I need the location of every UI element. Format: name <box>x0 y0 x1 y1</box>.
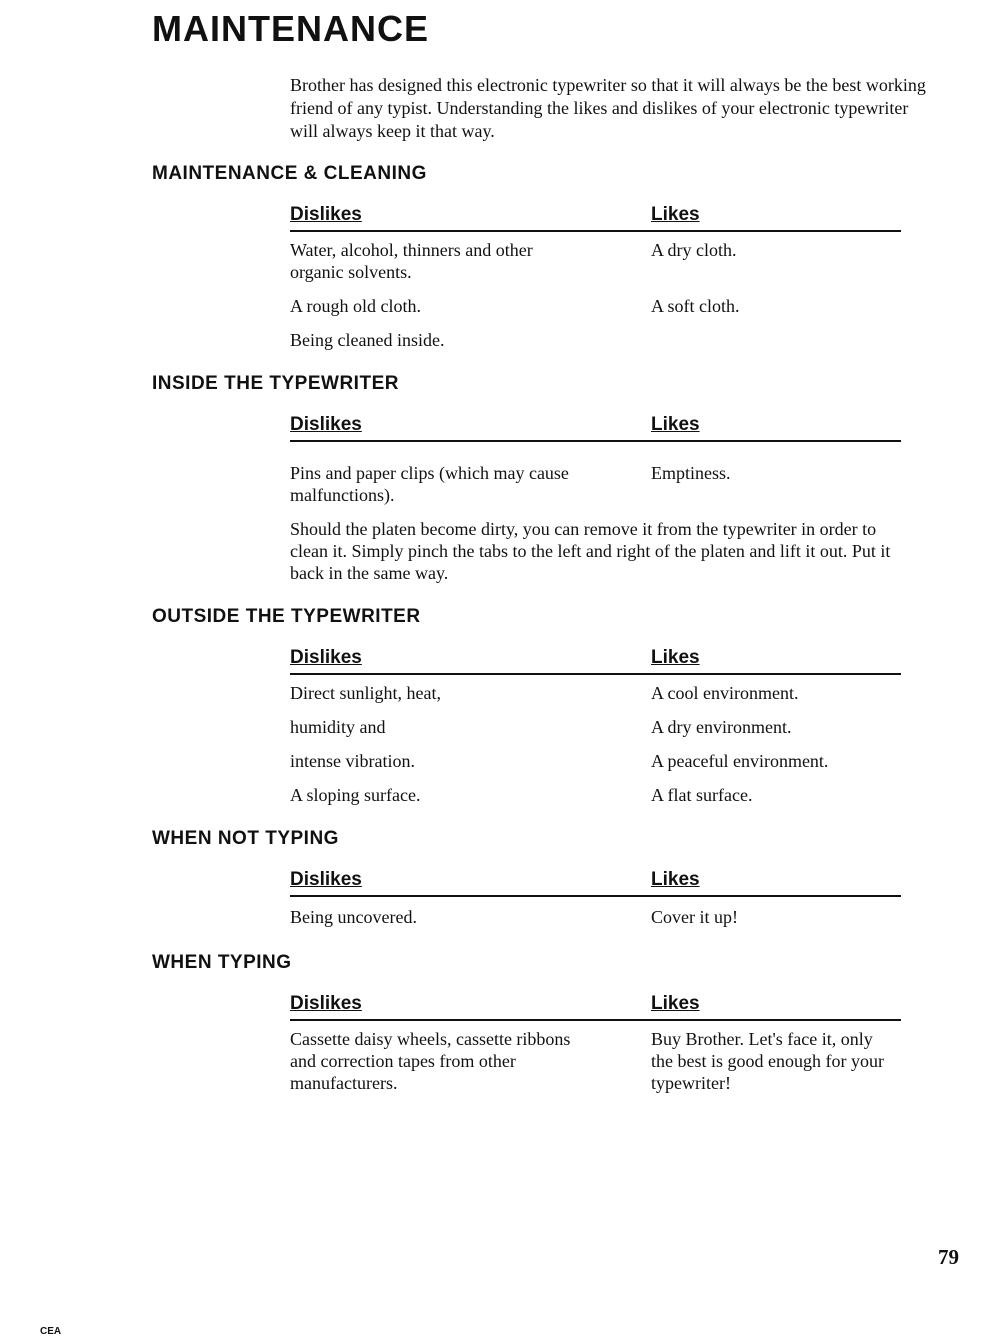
dislikes-column-header: Dislikes <box>290 647 652 675</box>
section-heading-when-not-typing: WHEN NOT TYPING <box>152 828 339 849</box>
like-item: Cover it up! <box>651 907 738 927</box>
likes-column-header: Likes <box>651 869 901 897</box>
like-item: A soft cloth. <box>651 296 740 316</box>
like-item: A dry cloth. <box>651 240 737 260</box>
section-heading-inside-typewriter: INSIDE THE TYPEWRITER <box>152 373 399 394</box>
section-heading-when-typing: WHEN TYPING <box>152 952 292 973</box>
dislike-item: Being cleaned inside. <box>290 330 445 350</box>
likes-column-header: Likes <box>651 204 901 232</box>
dislike-item: humidity and <box>290 717 386 737</box>
dislikes-column-header: Dislikes <box>290 414 652 442</box>
likes-column-header: Likes <box>651 647 901 675</box>
dislike-item: A sloping surface. <box>290 785 421 805</box>
dislike-item: Pins and paper clips (which may cause malfunctions). <box>290 463 569 505</box>
page-title: MAINTENANCE <box>152 8 429 49</box>
dislikes-column-header: Dislikes <box>290 993 652 1021</box>
dislike-item: Direct sunlight, heat, <box>290 683 441 703</box>
dislike-item: A rough old cloth. <box>290 296 421 316</box>
like-item: A dry environment. <box>651 717 792 737</box>
intro-paragraph: Brother has designed this electronic typewriter so that it will always be the best working friend of any typist. Understanding the likes and dislikes of your electronic typewriter will always keep it that way. <box>290 75 926 141</box>
corner-code: CEA <box>40 1326 62 1337</box>
section-heading-maintenance-cleaning: MAINTENANCE & CLEANING <box>152 163 427 184</box>
like-item: Buy Brother. Let's face it, only the best is good enough for your typewriter! <box>651 1029 884 1093</box>
dislike-item: Cassette daisy wheels, cassette ribbons and correction tapes from other manufacturers. <box>290 1029 571 1093</box>
dislike-item: intense vibration. <box>290 751 415 771</box>
dislikes-column-header: Dislikes <box>290 204 652 232</box>
like-item: A peaceful environment. <box>651 751 829 771</box>
like-item: Emptiness. <box>651 463 731 483</box>
like-item: A flat surface. <box>651 785 753 805</box>
likes-column-header: Likes <box>651 414 901 442</box>
dislike-item: Water, alcohol, thinners and other organic solvents. <box>290 240 533 282</box>
like-item: A cool environment. <box>651 683 799 703</box>
dislikes-column-header: Dislikes <box>290 869 652 897</box>
dislike-item: Being uncovered. <box>290 907 417 927</box>
page-number: 79 <box>938 1245 959 1269</box>
platen-cleaning-note: Should the platen become dirty, you can remove it from the typewriter in order to clean it. Simply pinch the tabs to the left and right of the platen and lift it out. Put it back in the same way. <box>290 519 891 583</box>
section-heading-outside-typewriter: OUTSIDE THE TYPEWRITER <box>152 606 421 627</box>
likes-column-header: Likes <box>651 993 901 1021</box>
